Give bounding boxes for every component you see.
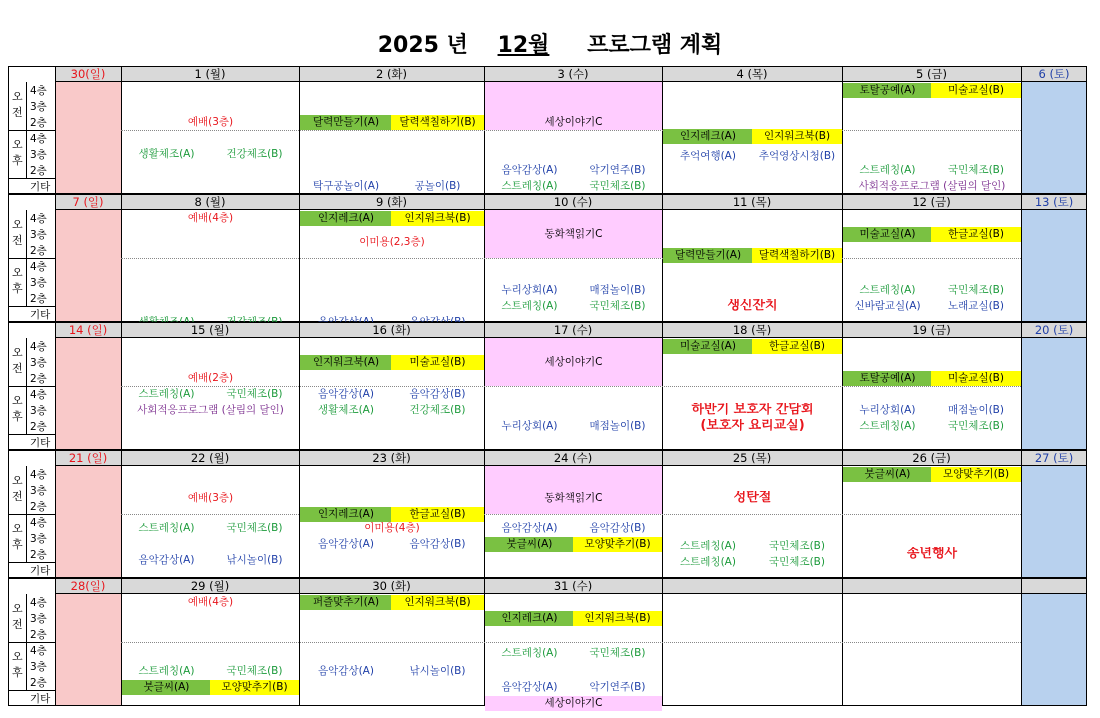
program-item: 스트레칭(A) — [138, 664, 195, 677]
floor-label: 3층 — [30, 229, 47, 241]
program-item: 세상이야기C — [544, 116, 603, 128]
am-pm-divider-dotted — [121, 642, 1021, 643]
period-label: 오 — [12, 474, 23, 487]
floor-label: 2층 — [30, 677, 47, 689]
floor-label: 2층 — [30, 501, 47, 513]
floor-label: 2층 — [30, 293, 47, 305]
program-item: 인지워크북(A) — [300, 355, 392, 370]
floor-label: 4층 — [30, 341, 47, 353]
floor-label: 4층 — [30, 85, 47, 97]
program-item: 하반기 보호자 간담회 — [691, 403, 814, 417]
program-item: 음악감상(A) — [138, 554, 195, 567]
program-item: 인지워크북(B) — [391, 211, 484, 226]
side-divider — [55, 450, 56, 578]
day-header: 7 (일) — [72, 195, 104, 209]
program-item: 생활체조(A) — [138, 148, 195, 160]
floor-label: 2층 — [30, 245, 47, 257]
program-item: 음악감상(A) — [501, 680, 558, 693]
program-item: 누리상회(A) — [859, 404, 916, 416]
day-header: 23 (화) — [372, 451, 411, 465]
program-item: 국민체조(B) — [948, 284, 1004, 296]
program-item: 인지워크북(B) — [752, 129, 842, 144]
day-header: 22 (월) — [190, 451, 230, 465]
period-label: 오 — [12, 346, 23, 359]
program-item: 신바람교실(A) — [854, 300, 921, 312]
program-item: 동화책읽기C — [544, 492, 603, 504]
story-block-bg — [485, 466, 662, 514]
program-item: 국민체조(B) — [589, 300, 646, 312]
period-label: 오 — [12, 394, 23, 407]
program-item: 성탄절 — [733, 491, 772, 505]
floor-label: 4층 — [30, 469, 47, 481]
program-item: 한글교실(B) — [391, 507, 484, 522]
period-label: 전 — [12, 618, 23, 631]
program-item: 예배(3층) — [187, 116, 234, 128]
program-item: 스트레칭(A) — [501, 180, 558, 192]
title-month: 12월 — [497, 33, 550, 58]
period-label: 오 — [12, 218, 23, 231]
program-item: 붓글씨(A) — [122, 680, 211, 695]
program-item: 스트레칭(A) — [859, 164, 916, 176]
period-label: 후 — [12, 282, 23, 295]
program-item: 음악감상(A) — [318, 664, 374, 677]
floor-label: 2층 — [30, 629, 47, 641]
column-divider — [1021, 322, 1022, 450]
day-header: 24 (수) — [553, 451, 593, 465]
floor-label: 3층 — [30, 405, 47, 417]
period-label: 전 — [12, 490, 23, 503]
program-item: 음악감상(A) — [501, 522, 558, 535]
program-item: 토탈공예(A) — [843, 371, 932, 386]
day-header: 16 (화) — [372, 323, 411, 337]
program-item: 세상이야기C — [485, 696, 662, 711]
program-item: 예배(2층) — [187, 372, 234, 384]
program-item: 누리상회(A) — [501, 420, 558, 432]
floor-label: 4층 — [30, 133, 47, 145]
program-item: 예배(4층) — [187, 596, 234, 608]
program-item: 낚시놀이(B) — [409, 664, 466, 677]
day-header: 18 (목) — [732, 323, 772, 337]
program-item: 붓글씨(A) — [843, 467, 932, 482]
period-label: 전 — [12, 362, 23, 375]
period-label: 오 — [12, 602, 23, 615]
program-item: 미술교실(A) — [663, 339, 753, 354]
program-item: 국민체조(B) — [589, 647, 646, 660]
program-item: 미술교실(A) — [843, 227, 932, 242]
day-header: 30(일) — [70, 67, 106, 81]
period-label: 오 — [12, 650, 23, 663]
program-item: 스트레칭(A) — [138, 388, 195, 400]
day-header: 15 (월) — [190, 323, 230, 337]
program-item: 인지워크북(B) — [391, 595, 484, 610]
day-header: 8 (월) — [194, 195, 226, 209]
program-item: 노래교실(B) — [948, 300, 1004, 312]
etc-label: 기타 — [30, 437, 51, 449]
program-item: 세상이야기C — [544, 356, 603, 368]
etc-label: 기타 — [30, 181, 51, 193]
period-label: 오 — [12, 138, 23, 151]
day-header: 19 (금) — [912, 323, 951, 337]
program-item: 모양맞추기(B) — [931, 467, 1021, 482]
day-header: 26 (금) — [912, 451, 951, 465]
floor-label: 4층 — [30, 597, 47, 609]
program-item: 스트레칭(A) — [138, 522, 195, 535]
program-item: 누리상회(A) — [501, 284, 558, 296]
program-item: 악기연주(B) — [589, 164, 646, 176]
program-item: 이미용(4층) — [364, 522, 420, 535]
program-item: 인지워크북(B) — [573, 611, 662, 626]
program-item: 악기연주(B) — [589, 680, 646, 693]
floor-label: 3층 — [30, 277, 47, 289]
program-item: 스트레칭(A) — [680, 540, 736, 552]
day-header: 27 (토) — [1034, 451, 1074, 465]
program-item: 국민체조(B) — [226, 388, 283, 400]
program-item: 음악감상(A) — [318, 538, 374, 551]
day-header: 1 (월) — [194, 67, 226, 81]
floor-label: 3층 — [30, 485, 47, 497]
program-item: 국민체조(B) — [769, 556, 825, 568]
program-item: 매점놀이(B) — [589, 284, 646, 296]
day-header: 13 (토) — [1034, 195, 1074, 209]
period-label: 전 — [12, 234, 23, 247]
floor-label: 2층 — [30, 421, 47, 433]
floor-label: 4층 — [30, 517, 47, 529]
period-label: 전 — [12, 106, 23, 119]
floor-label: 4층 — [30, 261, 47, 273]
program-item: 스트레칭(A) — [501, 300, 558, 312]
day-header: 17 (수) — [553, 323, 593, 337]
program-item: 예배(4층) — [187, 212, 234, 224]
program-item: 음악감상(B) — [409, 388, 466, 400]
program-item: 음악감상(A) — [501, 164, 558, 176]
floor-label: 2층 — [30, 117, 47, 129]
day-header: 5 (금) — [915, 67, 948, 81]
day-header: 9 (화) — [375, 195, 408, 209]
program-item: 붓글씨(A) — [485, 537, 574, 552]
day-header: 29 (월) — [190, 579, 230, 593]
day-header: 14 (일) — [68, 323, 108, 337]
day-header: 4 (목) — [736, 67, 768, 81]
program-item: 국민체조(B) — [769, 540, 825, 552]
program-item: 사회적응프로그램 (살림의 달인) — [858, 180, 1006, 192]
etc-label: 기타 — [30, 309, 51, 321]
period-label: 후 — [12, 538, 23, 551]
period-label: 오 — [12, 90, 23, 103]
program-item: 건강체조(B) — [226, 148, 283, 160]
etc-label: 기타 — [30, 565, 51, 577]
floor-label: 3층 — [30, 149, 47, 161]
program-item: 낚시놀이(B) — [226, 554, 283, 567]
day-header: 28(일) — [70, 579, 106, 593]
column-divider — [1021, 450, 1022, 578]
day-header: 31 (수) — [553, 579, 593, 593]
floor-label: 4층 — [30, 389, 47, 401]
program-item: 동화책읽기C — [544, 228, 603, 240]
program-item: 달력색칠하기(B) — [391, 115, 484, 130]
program-item: 한글교실(B) — [931, 227, 1021, 242]
program-item: 달력색칠하기(B) — [752, 248, 842, 263]
day-header: 10 (수) — [553, 195, 593, 209]
program-item: 국민체조(B) — [226, 664, 283, 677]
floor-label: 4층 — [30, 213, 47, 225]
program-item: 공놀이(B) — [414, 180, 461, 192]
program-item: 미술교실(B) — [931, 371, 1021, 386]
floor-label: 2층 — [30, 373, 47, 385]
am-pm-divider-dotted — [121, 514, 1021, 515]
period-label: 오 — [12, 522, 23, 535]
floor-label: 3층 — [30, 613, 47, 625]
period-label: 후 — [12, 410, 23, 423]
program-item: 미술교실(B) — [931, 83, 1021, 98]
program-item: 모양맞추기(B) — [210, 680, 299, 695]
am-pm-divider-dotted — [121, 258, 1021, 259]
day-header: 25 (목) — [732, 451, 772, 465]
floor-label: 3층 — [30, 661, 47, 673]
column-divider — [1021, 194, 1022, 322]
program-item: 국민체조(B) — [589, 180, 646, 192]
floor-label: 3층 — [30, 533, 47, 545]
program-item: 음악감상(B) — [589, 522, 646, 535]
program-item: 국민체조(B) — [226, 522, 283, 535]
program-item: 인지레크(A) — [300, 507, 392, 522]
program-item: 스트레칭(A) — [680, 556, 736, 568]
program-item: 국민체조(B) — [948, 420, 1004, 432]
program-item: 미술교실(B) — [391, 355, 484, 370]
program-item: 음악감상(B) — [409, 538, 466, 551]
column-divider — [1021, 578, 1022, 706]
program-item: 매점놀이(B) — [948, 404, 1004, 416]
program-item: 달력만들기(A) — [300, 115, 392, 130]
day-header: 21 (일) — [68, 451, 108, 465]
program-item: 탁구공놀이(A) — [312, 180, 380, 192]
day-header: 12 (금) — [912, 195, 951, 209]
program-item: 인지레크(A) — [663, 129, 753, 144]
period-label: 오 — [12, 266, 23, 279]
program-item: 한글교실(B) — [752, 339, 842, 354]
program-item: 추억영상시청(B) — [758, 149, 836, 162]
program-item: 인지레크(A) — [485, 611, 574, 626]
side-divider — [55, 322, 56, 450]
period-label: 후 — [12, 666, 23, 679]
day-header: 30 (화) — [372, 579, 411, 593]
day-header: 3 (수) — [557, 67, 589, 81]
side-divider — [55, 66, 56, 194]
floor-label: 4층 — [30, 645, 47, 657]
program-item: 사회적응프로그램 (살림의 달인) — [137, 404, 284, 416]
side-divider — [55, 578, 56, 706]
program-item: 추억여행(A) — [680, 149, 736, 162]
program-item: 매점놀이(B) — [589, 420, 646, 432]
program-item: 건강체조(B) — [409, 404, 466, 416]
day-header: 2 (화) — [375, 67, 408, 81]
side-divider — [55, 194, 56, 322]
program-item: 스트레칭(A) — [859, 420, 916, 432]
floor-label: 2층 — [30, 549, 47, 561]
program-item: 송년행사 — [906, 547, 958, 561]
floor-label: 3층 — [30, 357, 47, 369]
program-item: 예배(3층) — [187, 492, 234, 504]
column-divider — [1021, 66, 1022, 194]
title-rest: 프로그램 계획 — [587, 33, 723, 58]
day-header: 11 (목) — [732, 195, 772, 209]
floor-label: 2층 — [30, 165, 47, 177]
am-pm-divider-dotted — [121, 130, 1021, 131]
program-item: 모양맞추기(B) — [573, 537, 662, 552]
period-label: 후 — [12, 154, 23, 167]
program-item: 스트레칭(A) — [859, 284, 916, 296]
program-item: 국민체조(B) — [948, 164, 1004, 176]
title-year: 2025 년 — [377, 33, 468, 58]
program-item: 생신잔치 — [727, 299, 778, 313]
program-item: 달력만들기(A) — [663, 248, 753, 263]
program-item: 이미용(2,3층) — [359, 236, 425, 248]
etc-label: 기타 — [30, 693, 51, 705]
program-item: 생활체조(A) — [318, 404, 374, 416]
program-item: 퍼즐맞추기(A) — [300, 595, 392, 610]
day-header: 20 (토) — [1034, 323, 1074, 337]
program-item: (보호자 요리교실) — [700, 419, 805, 433]
day-header: 6 (토) — [1038, 67, 1070, 81]
program-item: 스트레칭(A) — [501, 647, 558, 660]
program-item: 인지레크(A) — [300, 211, 392, 226]
floor-label: 3층 — [30, 101, 47, 113]
program-item: 음악감상(A) — [318, 388, 374, 400]
program-item: 토탈공예(A) — [843, 83, 932, 98]
